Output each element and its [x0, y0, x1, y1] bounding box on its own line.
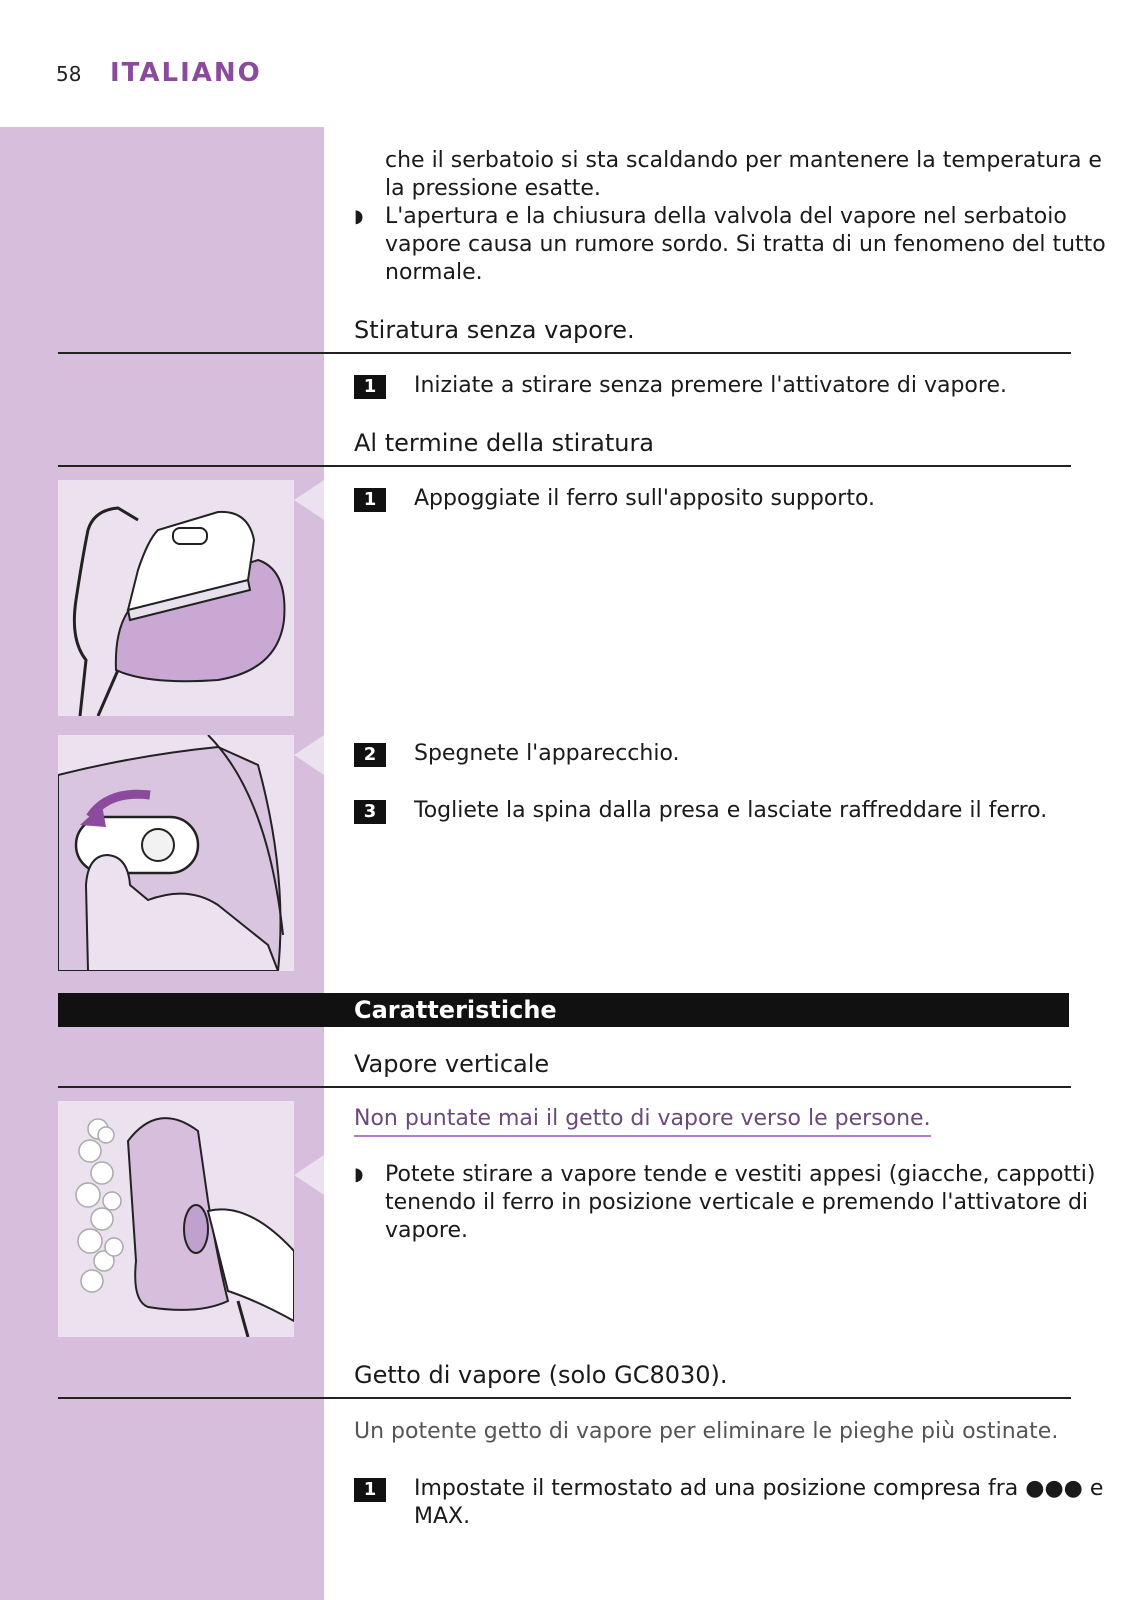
section-title-end: Al termine della stiratura	[354, 429, 655, 457]
iron-on-stand-illustration	[58, 480, 294, 716]
step-text: Spegnete l'apparecchio.	[414, 741, 680, 766]
step-text: Appoggiate il ferro sull'apposito supporto.	[414, 486, 876, 511]
steam-shot-intro: Un potente getto di vapore per eliminare le pieghe più ostinate.	[354, 1419, 1059, 1444]
step-number: 1	[354, 375, 386, 399]
section-title-vertical-steam: Vapore verticale	[354, 1050, 550, 1078]
warning-text: Non puntate mai il getto di vapore verso le persone.	[354, 1105, 931, 1137]
section-divider	[58, 1397, 1071, 1399]
step-text-line-2: MAX.	[414, 1504, 471, 1529]
bullet-icon: ◗	[354, 206, 364, 227]
step-number: 1	[354, 488, 386, 512]
section-title-steam-shot: Getto di vapore (solo GC8030).	[354, 1361, 728, 1389]
section-divider	[58, 1086, 1071, 1088]
bullet-line-1: Potete stirare a vapore tende e vestiti appesi (giacche, cappotti)	[385, 1162, 1096, 1187]
intro-bullet-line-1: L'apertura e la chiusura della valvola del vapore nel serbatoio	[385, 204, 1067, 229]
bullet-line-3: vapore.	[385, 1218, 469, 1243]
intro-line-1: che il serbatoio si sta scaldando per mantenere la temperatura e	[385, 148, 1102, 173]
section-band	[58, 993, 1069, 1027]
intro-bullet-line-2: vapore causa un rumore sordo. Si tratta di un fenomeno del tutto	[385, 232, 1106, 257]
bullet-icon: ◗	[354, 1164, 364, 1185]
illustration-pointer	[294, 480, 324, 520]
language-label: ITALIANO	[110, 58, 262, 88]
switch-off-illustration	[58, 735, 294, 971]
step-text: Iniziate a stirare senza premere l'attivatore di vapore.	[414, 373, 1007, 398]
step-text: Togliete la spina dalla presa e lasciate raffreddare il ferro.	[414, 798, 1048, 823]
step-number: 2	[354, 743, 386, 767]
illustration-pointer	[294, 735, 324, 775]
step-number: 3	[354, 800, 386, 824]
step-number: 1	[354, 1478, 386, 1502]
illustration-pointer	[294, 1155, 324, 1195]
step-text-line-1: Impostate il termostato ad una posizione compresa fra ●●● e	[414, 1476, 1104, 1501]
page-number: 58	[56, 62, 82, 86]
bullet-line-2: tenendo il ferro in posizione verticale e premendo l'attivatore di	[385, 1190, 1089, 1215]
intro-line-2: la pressione esatte.	[385, 176, 601, 201]
band-title: Caratteristiche	[354, 996, 557, 1024]
vertical-steam-illustration	[58, 1101, 294, 1337]
section-divider	[58, 352, 1071, 354]
intro-bullet-line-3: normale.	[385, 260, 483, 285]
section-title-no-steam: Stiratura senza vapore.	[354, 316, 635, 344]
section-divider	[58, 465, 1071, 467]
